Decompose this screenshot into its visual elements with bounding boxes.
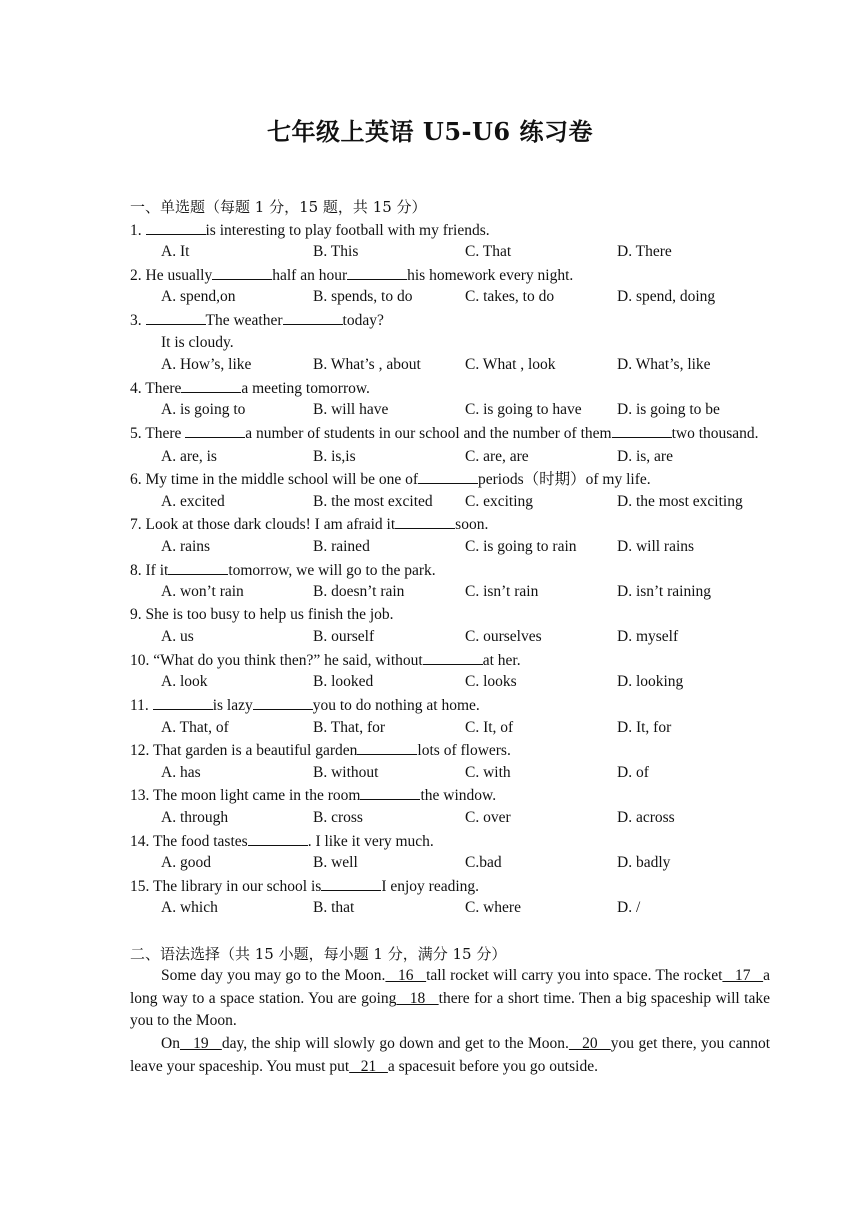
option-c: C. takes, to do	[465, 288, 555, 306]
option-a: A. which	[161, 899, 218, 917]
question-number: 3.	[130, 311, 146, 329]
option-c: C. where	[465, 899, 521, 917]
option-a: A. us	[161, 628, 194, 646]
passage-text: day, the ship will slowly go down and get to the Moon.	[221, 1034, 569, 1052]
option-d: D. the most exciting	[617, 492, 743, 510]
question-text: The moon light came in the room	[152, 787, 361, 805]
question-text: If it	[145, 561, 169, 579]
question-3	[130, 309, 770, 332]
option-c: C. with	[465, 763, 511, 781]
options-row-9	[130, 626, 770, 649]
option-b: B. ourself	[313, 628, 375, 646]
option-a: A. excited	[161, 492, 225, 510]
option-d: D. is, are	[617, 447, 673, 465]
option-d: D. will rains	[617, 537, 695, 555]
question-5	[130, 422, 770, 446]
numbered-blank: 19	[179, 1034, 222, 1052]
option-d: D. spend, doing	[617, 288, 716, 306]
answer-line: It is cloudy.	[161, 333, 234, 351]
question-text: “What do you think then?” he said, without	[153, 651, 423, 669]
option-d: D. across	[617, 809, 675, 827]
answer-blank	[185, 422, 245, 438]
option-b: B. What’s , about	[313, 356, 421, 374]
answer-blank	[612, 422, 672, 438]
question-number: 13.	[130, 787, 153, 805]
question-4	[130, 377, 770, 400]
option-c: C. is going to have	[465, 401, 582, 419]
option-a: A. are, is	[161, 447, 217, 465]
question-text: is lazy	[212, 697, 253, 715]
option-a: A. has	[161, 763, 201, 781]
question-text: The library in our school is	[152, 877, 322, 895]
option-a: A. won’t rain	[161, 583, 244, 601]
option-b: B. is,is	[313, 447, 356, 465]
numbered-blank: 20	[568, 1034, 611, 1052]
question-1	[130, 219, 770, 242]
option-b: B. spends, to do	[313, 288, 413, 306]
option-d: D. badly	[617, 854, 671, 872]
answer-blank	[181, 377, 241, 393]
question-number: 14.	[130, 832, 153, 850]
question-text: at her.	[482, 651, 521, 669]
option-a: A. rains	[161, 537, 211, 555]
question-2	[130, 264, 770, 287]
question-text: There	[145, 424, 186, 442]
answer-blank	[360, 784, 420, 800]
passage-text: On	[161, 1034, 180, 1052]
question-text: the window.	[420, 787, 497, 805]
question-11	[130, 694, 770, 717]
passage-text: Some day you may go to the Moon.	[161, 967, 386, 985]
option-d: D. There	[617, 243, 672, 261]
option-b: B. well	[313, 854, 358, 872]
option-b: B. doesn’t rain	[313, 583, 405, 601]
option-c: C. It, of	[465, 718, 514, 736]
option-b: B. cross	[313, 809, 363, 827]
numbered-blank: 17	[722, 967, 764, 985]
answer-blank	[418, 468, 478, 484]
option-c: C.bad	[465, 854, 502, 872]
question-text: . I like it very much.	[307, 832, 434, 850]
answer-blank	[248, 830, 308, 846]
question-text: There	[145, 379, 182, 397]
passage-paragraph-2	[130, 1033, 770, 1078]
question-number: 10.	[130, 651, 154, 669]
section-2-heading: 二、语法选择（共 15 小题，每小题 1 分，满分 15 分）	[130, 944, 507, 963]
question-text: lots of flowers.	[417, 742, 511, 760]
option-b: B. This	[313, 243, 359, 261]
option-a: A. through	[161, 809, 229, 827]
question-text: a number of students in our school and the number of them	[245, 424, 612, 442]
option-c: C. over	[465, 809, 511, 827]
passage-text: there for a short time. Then a big spaceship will take you to the Moon.	[130, 989, 770, 1030]
passage-text: a spacesuit before you go outside.	[387, 1057, 598, 1075]
option-a: A. good	[161, 854, 211, 872]
option-d: D. It, for	[617, 718, 672, 736]
question-text: That garden is a beautiful garden	[152, 742, 358, 760]
question-number: 7.	[130, 516, 146, 534]
passage-text: you get there, you cannot leave your spaceship. You must put	[130, 1034, 771, 1075]
options-row-8	[130, 581, 770, 604]
worksheet-content	[130, 196, 770, 1078]
question-number: 9.	[130, 605, 146, 623]
question-6	[130, 468, 770, 491]
question-13	[130, 784, 770, 807]
option-c: C. is going to rain	[465, 537, 577, 555]
question-number: 1.	[130, 221, 146, 239]
option-a: A. look	[161, 673, 208, 691]
option-c: C. isn’t rain	[465, 583, 539, 601]
option-b: B. will have	[313, 401, 389, 419]
question-number: 6.	[130, 471, 146, 489]
option-b: B. that	[313, 899, 355, 917]
question-text: The weather	[205, 311, 283, 329]
question-text: periods（时期）of my life.	[478, 471, 651, 489]
option-a: A. How’s, like	[161, 356, 252, 374]
question-12	[130, 739, 770, 762]
numbered-blank: 21	[349, 1057, 388, 1075]
question-text: tomorrow, we will go to the park.	[228, 561, 436, 579]
option-d: D. looking	[617, 673, 684, 691]
question-text: I enjoy reading.	[381, 877, 480, 895]
question-text: you to do nothing at home.	[312, 697, 480, 715]
options-row-11	[130, 717, 770, 740]
question-15	[130, 875, 770, 898]
numbered-blank: 18	[396, 989, 439, 1007]
spacer	[130, 920, 770, 943]
option-b: B. looked	[313, 673, 374, 691]
answer-blank	[146, 309, 206, 325]
question-9	[130, 604, 770, 627]
option-d: D. is going to be	[617, 401, 720, 419]
question-text: today?	[342, 311, 384, 329]
question-text: is interesting to play football with my friends.	[205, 221, 490, 239]
question-text: two thousand.	[671, 424, 759, 442]
option-a: A. is going to	[161, 401, 246, 419]
options-row-5	[130, 446, 770, 469]
option-d: D. myself	[617, 628, 679, 646]
answer-blank	[212, 264, 272, 280]
option-a: A. That, of	[161, 718, 229, 736]
question-text: a meeting tomorrow.	[241, 379, 370, 397]
options-row-15	[130, 897, 770, 920]
options-row-1	[130, 241, 770, 264]
option-b: B. rained	[313, 537, 370, 555]
question-10	[130, 649, 770, 672]
option-c: C. are, are	[465, 447, 529, 465]
question-text: He usually	[145, 266, 213, 284]
options-row-2	[130, 286, 770, 309]
answer-blank	[347, 264, 407, 280]
options-row-3	[130, 354, 770, 377]
options-row-13	[130, 807, 770, 830]
option-d: D. What’s, like	[617, 356, 711, 374]
option-b: B. That, for	[313, 718, 386, 736]
option-c: C. That	[465, 243, 512, 261]
option-a: A. It	[161, 243, 190, 261]
passage-text: tall rocket will carry you into space. The rocket	[426, 967, 723, 985]
question-text: half an hour	[272, 266, 348, 284]
options-row-10	[130, 671, 770, 694]
option-d: D. isn’t raining	[617, 583, 711, 601]
answer-blank	[423, 649, 483, 665]
passage-paragraph-1	[130, 965, 770, 1033]
question-text: My time in the middle school will be one of	[145, 471, 418, 489]
options-row-7	[130, 536, 770, 559]
question-text: soon.	[455, 516, 489, 534]
question-text: his homework every night.	[407, 266, 574, 284]
passage-text: a long way to a space station. You are going	[130, 967, 770, 1007]
answer-blank	[357, 739, 417, 755]
answer-blank	[153, 694, 213, 710]
options-row-6	[130, 491, 770, 514]
question-number: 4.	[130, 379, 146, 397]
answer-blank	[395, 513, 455, 529]
option-c: C. looks	[465, 673, 517, 691]
question-text: The food tastes	[152, 832, 248, 850]
numbered-blank: 16	[385, 967, 427, 985]
question-text: Look at those dark clouds! I am afraid it	[145, 516, 396, 534]
option-c: C. ourselves	[465, 628, 542, 646]
question-14	[130, 830, 770, 853]
question-number: 12.	[130, 742, 153, 760]
option-a: A. spend,on	[161, 288, 236, 306]
question-number: 8.	[130, 561, 146, 579]
question-number: 2.	[130, 266, 146, 284]
section-1-heading: 一、单选题（每题 1 分，15 题，共 15 分）	[130, 198, 427, 216]
answer-blank	[168, 559, 228, 575]
answer-blank	[321, 875, 381, 891]
page-title: 七年级上英语 U5-U6 练习卷	[267, 117, 593, 146]
options-row-4	[130, 399, 770, 422]
question-number: 5.	[130, 424, 146, 442]
question-text: She is too busy to help us finish the job.	[145, 605, 394, 623]
answer-blank	[146, 219, 206, 235]
option-b: B. the most excited	[313, 492, 433, 510]
option-c: C. exciting	[465, 492, 534, 510]
question-8	[130, 559, 770, 582]
options-row-12	[130, 762, 770, 785]
question-7	[130, 513, 770, 536]
answer-blank	[283, 309, 343, 325]
option-b: B. without	[313, 763, 379, 781]
question-number: 15.	[130, 877, 153, 895]
options-row-14	[130, 852, 770, 875]
option-d: D. /	[617, 899, 641, 917]
answer-blank	[253, 694, 313, 710]
question-number: 11.	[130, 697, 153, 715]
option-c: C. What , look	[465, 356, 556, 374]
option-d: D. of	[617, 763, 649, 781]
